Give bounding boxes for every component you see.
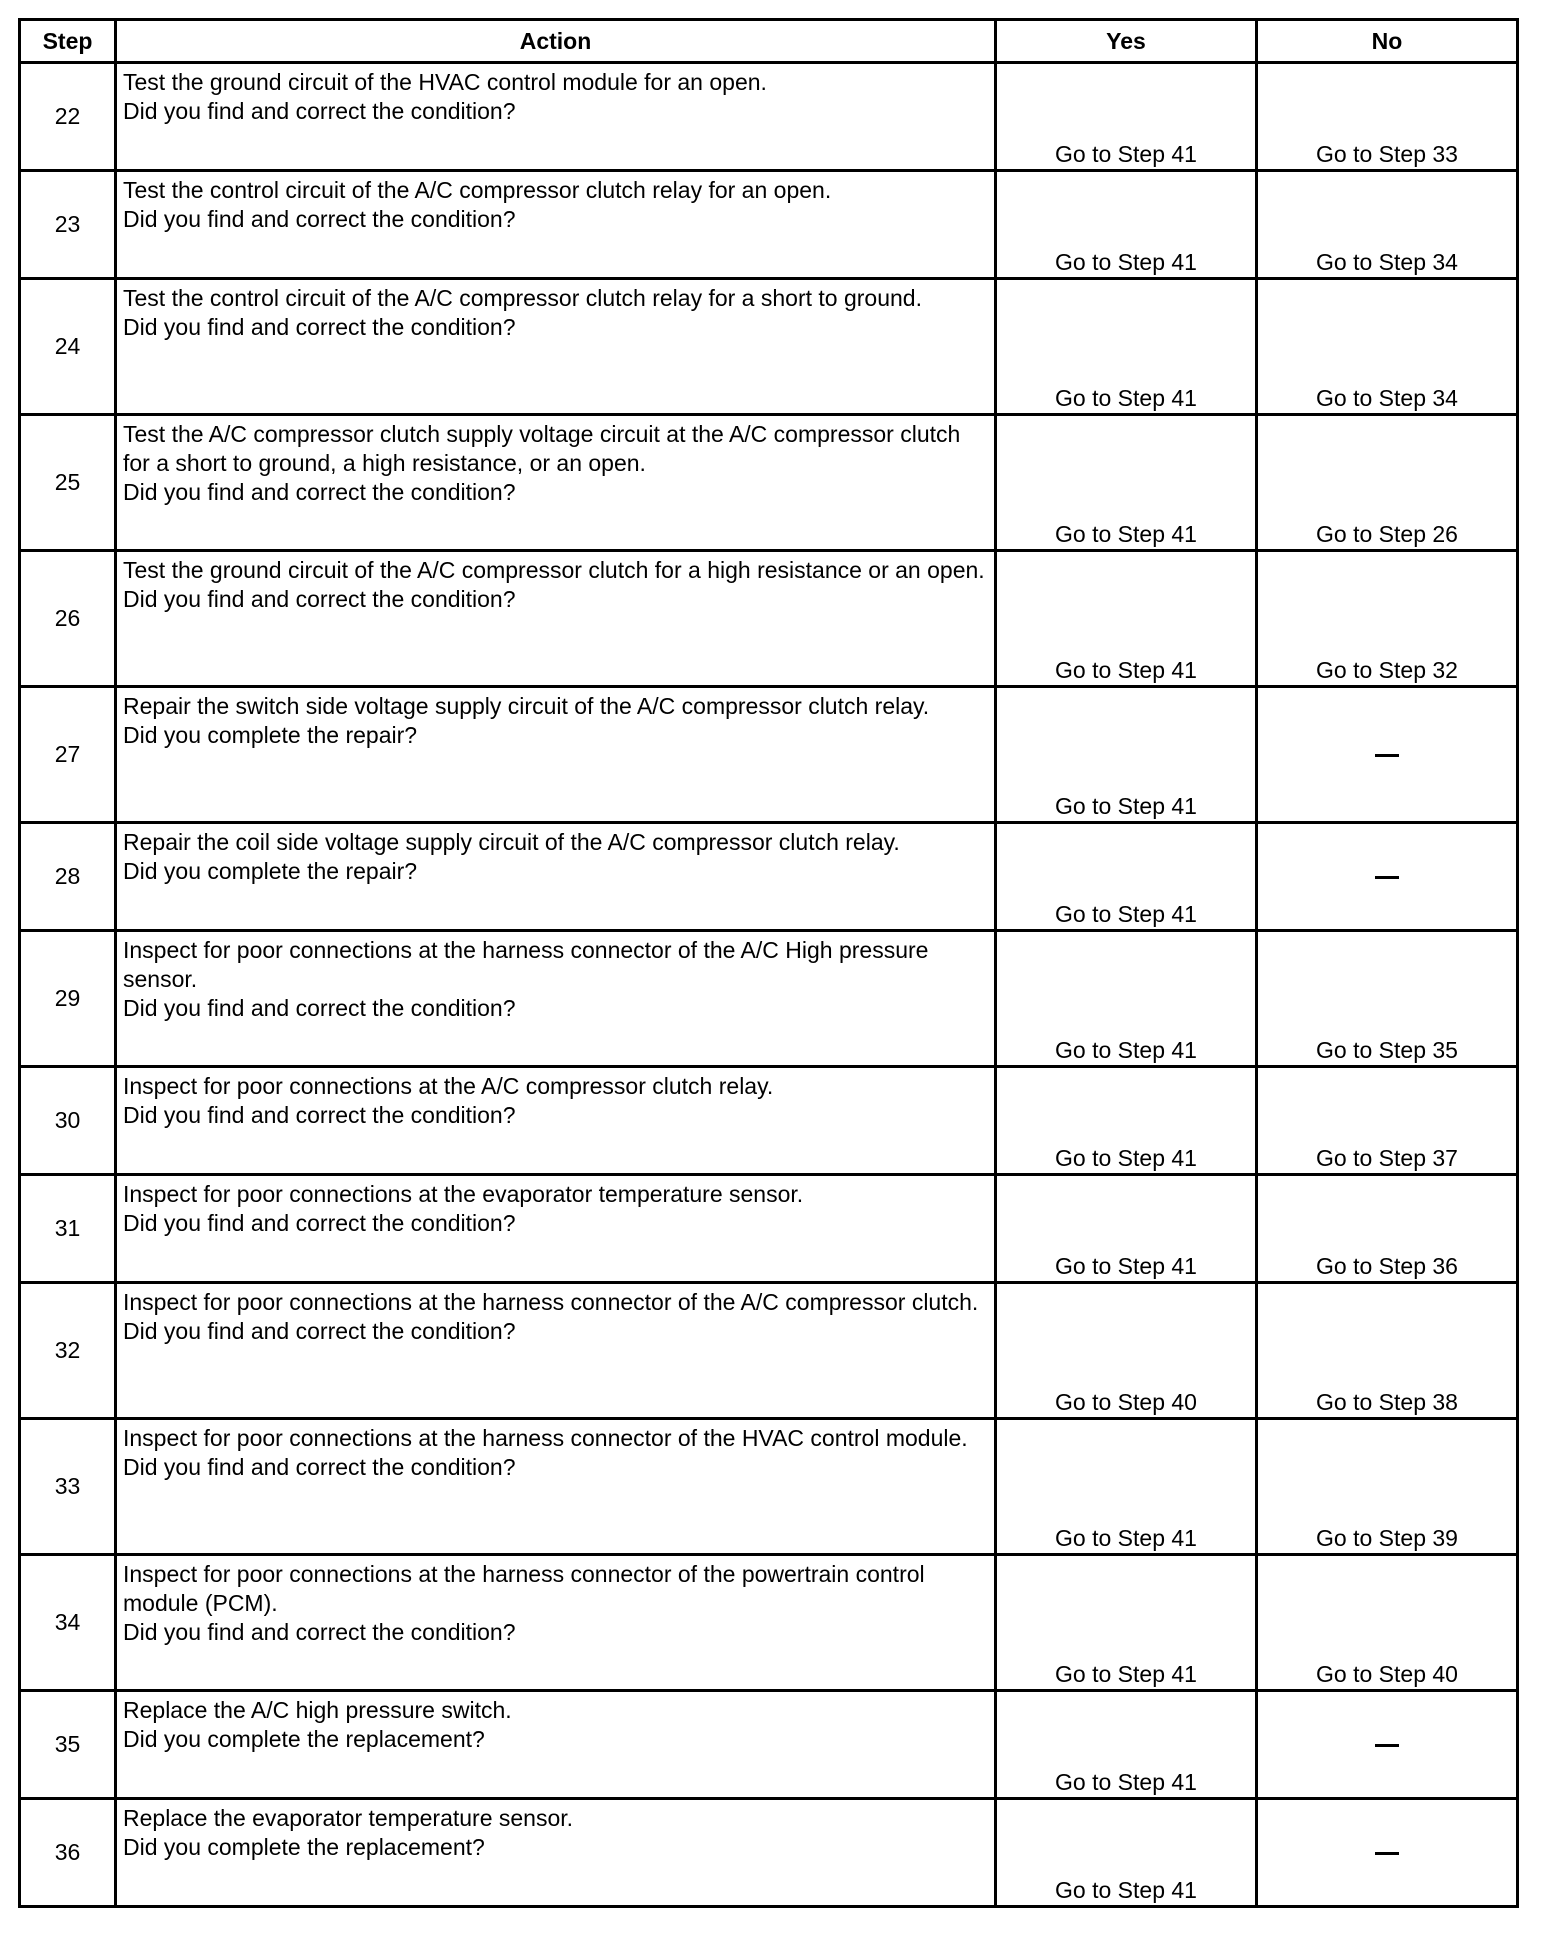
yes-result: Go to Step 41: [996, 1691, 1257, 1799]
action-cell: [116, 63, 996, 171]
step-number: 27: [20, 687, 116, 823]
action-content: [117, 688, 994, 752]
no-result-none: [1257, 1799, 1518, 1907]
action-instruction: Inspect for poor connections at the harness connector of the A/C compressor clutch.: [123, 1289, 979, 1315]
action-question: Did you complete the replacement?: [123, 1834, 485, 1860]
no-result: Go to Step 34: [1257, 279, 1518, 415]
no-result: Go to Step 33: [1257, 63, 1518, 171]
yes-result: Go to Step 41: [996, 1555, 1257, 1691]
header-action: Action: [116, 20, 996, 63]
action-cell: [116, 1691, 996, 1799]
table-row: [20, 1175, 1518, 1283]
action-content: [117, 1556, 994, 1649]
yes-result: Go to Step 41: [996, 63, 1257, 171]
action-content: [117, 172, 994, 236]
action-question: Did you find and correct the condition?: [123, 206, 516, 232]
action-cell: [116, 1799, 996, 1907]
action-question: Did you complete the repair?: [123, 722, 418, 748]
action-cell: [116, 823, 996, 931]
no-result: Go to Step 37: [1257, 1067, 1518, 1175]
action-content: [117, 416, 994, 509]
dash-glyph: [1375, 754, 1399, 757]
action-instruction: Repair the coil side voltage supply circuit of the A/C compressor clutch relay.: [123, 829, 900, 855]
no-result: Go to Step 34: [1257, 171, 1518, 279]
no-result-none: [1257, 687, 1518, 823]
action-cell: [116, 1555, 996, 1691]
no-result: Go to Step 36: [1257, 1175, 1518, 1283]
action-cell: [116, 1067, 996, 1175]
yes-result: Go to Step 41: [996, 171, 1257, 279]
action-question: Did you find and correct the condition?: [123, 314, 516, 340]
dash-glyph: [1375, 1852, 1399, 1855]
yes-result: Go to Step 41: [996, 687, 1257, 823]
action-content: [117, 824, 994, 888]
action-content: [117, 932, 994, 1025]
action-cell: [116, 1283, 996, 1419]
yes-result: Go to Step 40: [996, 1283, 1257, 1419]
table-row: [20, 931, 1518, 1067]
action-question: Did you find and correct the condition?: [123, 1619, 516, 1645]
yes-result: Go to Step 41: [996, 1175, 1257, 1283]
action-content: [117, 1068, 994, 1132]
header-step: Step: [20, 20, 116, 63]
action-cell: [116, 931, 996, 1067]
action-cell: [116, 415, 996, 551]
no-result: Go to Step 35: [1257, 931, 1518, 1067]
step-number: 23: [20, 171, 116, 279]
yes-result: Go to Step 41: [996, 1419, 1257, 1555]
step-number: 24: [20, 279, 116, 415]
step-number: 31: [20, 1175, 116, 1283]
action-instruction: Repair the switch side voltage supply circuit of the A/C compressor clutch relay.: [123, 693, 930, 719]
yes-result: Go to Step 41: [996, 931, 1257, 1067]
table-row: [20, 551, 1518, 687]
action-content: [117, 1420, 994, 1484]
step-number: 30: [20, 1067, 116, 1175]
table-row: [20, 1419, 1518, 1555]
action-content: [117, 1692, 994, 1756]
action-cell: [116, 279, 996, 415]
table-row: [20, 1799, 1518, 1907]
no-result-none: [1257, 823, 1518, 931]
table-row: [20, 687, 1518, 823]
table-body: [20, 63, 1518, 1907]
step-number: 33: [20, 1419, 116, 1555]
step-number: 35: [20, 1691, 116, 1799]
action-question: Did you complete the repair?: [123, 858, 418, 884]
action-question: Did you find and correct the condition?: [123, 1318, 516, 1344]
action-content: [117, 64, 994, 128]
yes-result: Go to Step 41: [996, 551, 1257, 687]
action-instruction: Inspect for poor connections at the harness connector of the HVAC control module.: [123, 1425, 968, 1451]
no-result: Go to Step 38: [1257, 1283, 1518, 1419]
no-result: Go to Step 39: [1257, 1419, 1518, 1555]
action-instruction: Inspect for poor connections at the evaporator temperature sensor.: [123, 1181, 804, 1207]
yes-result: Go to Step 41: [996, 279, 1257, 415]
yes-result: Go to Step 41: [996, 1067, 1257, 1175]
step-number: 34: [20, 1555, 116, 1691]
step-number: 26: [20, 551, 116, 687]
no-result: Go to Step 40: [1257, 1555, 1518, 1691]
action-instruction: Replace the A/C high pressure switch.: [123, 1697, 512, 1723]
dash-glyph: [1375, 1744, 1399, 1747]
action-instruction: Test the control circuit of the A/C compressor clutch relay for an open.: [123, 177, 832, 203]
action-instruction: Inspect for poor connections at the harness connector of the A/C High pressure sensor.: [123, 937, 929, 992]
action-content: [117, 1176, 994, 1240]
action-instruction: Test the ground circuit of the A/C compressor clutch for a high resistance or an open.: [123, 557, 985, 583]
action-content: [117, 552, 994, 616]
action-cell: [116, 687, 996, 823]
step-number: 28: [20, 823, 116, 931]
action-instruction: Test the ground circuit of the HVAC control module for an open.: [123, 69, 767, 95]
table-row: [20, 1067, 1518, 1175]
step-number: 29: [20, 931, 116, 1067]
step-number: 36: [20, 1799, 116, 1907]
table-row: [20, 1691, 1518, 1799]
step-number: 22: [20, 63, 116, 171]
dash-glyph: [1375, 876, 1399, 879]
action-instruction: Inspect for poor connections at the A/C compressor clutch relay.: [123, 1073, 774, 1099]
no-result-none: [1257, 1691, 1518, 1799]
table-row: [20, 171, 1518, 279]
action-instruction: Inspect for poor connections at the harness connector of the powertrain control module (PCM).: [123, 1561, 925, 1616]
action-question: Did you find and correct the condition?: [123, 995, 516, 1021]
step-number: 32: [20, 1283, 116, 1419]
no-result: Go to Step 32: [1257, 551, 1518, 687]
action-cell: [116, 1419, 996, 1555]
table-row: [20, 823, 1518, 931]
action-question: Did you complete the replacement?: [123, 1726, 485, 1752]
step-number: 25: [20, 415, 116, 551]
action-question: Did you find and correct the condition?: [123, 98, 516, 124]
action-content: [117, 1284, 994, 1348]
yes-result: Go to Step 41: [996, 1799, 1257, 1907]
action-question: Did you find and correct the condition?: [123, 1102, 516, 1128]
action-question: Did you find and correct the condition?: [123, 1454, 516, 1480]
action-content: [117, 280, 994, 344]
diagnostic-table: [18, 18, 1519, 1908]
table-row: [20, 415, 1518, 551]
yes-result: Go to Step 41: [996, 415, 1257, 551]
action-question: Did you find and correct the condition?: [123, 1210, 516, 1236]
action-content: [117, 1800, 994, 1864]
action-instruction: Replace the evaporator temperature sensor.: [123, 1805, 574, 1831]
header-row: [20, 20, 1518, 63]
table-row: [20, 1283, 1518, 1419]
no-result: Go to Step 26: [1257, 415, 1518, 551]
action-question: Did you find and correct the condition?: [123, 586, 516, 612]
action-instruction: Test the A/C compressor clutch supply voltage circuit at the A/C compressor clutch for a short to ground, a high resistance, or an open.: [123, 421, 961, 476]
action-question: Did you find and correct the condition?: [123, 479, 516, 505]
table-row: [20, 279, 1518, 415]
table-row: [20, 63, 1518, 171]
action-cell: [116, 551, 996, 687]
action-instruction: Test the control circuit of the A/C compressor clutch relay for a short to ground.: [123, 285, 922, 311]
table-row: [20, 1555, 1518, 1691]
action-cell: [116, 1175, 996, 1283]
yes-result: Go to Step 41: [996, 823, 1257, 931]
action-cell: [116, 171, 996, 279]
header-yes: Yes: [996, 20, 1257, 63]
header-no: No: [1257, 20, 1518, 63]
